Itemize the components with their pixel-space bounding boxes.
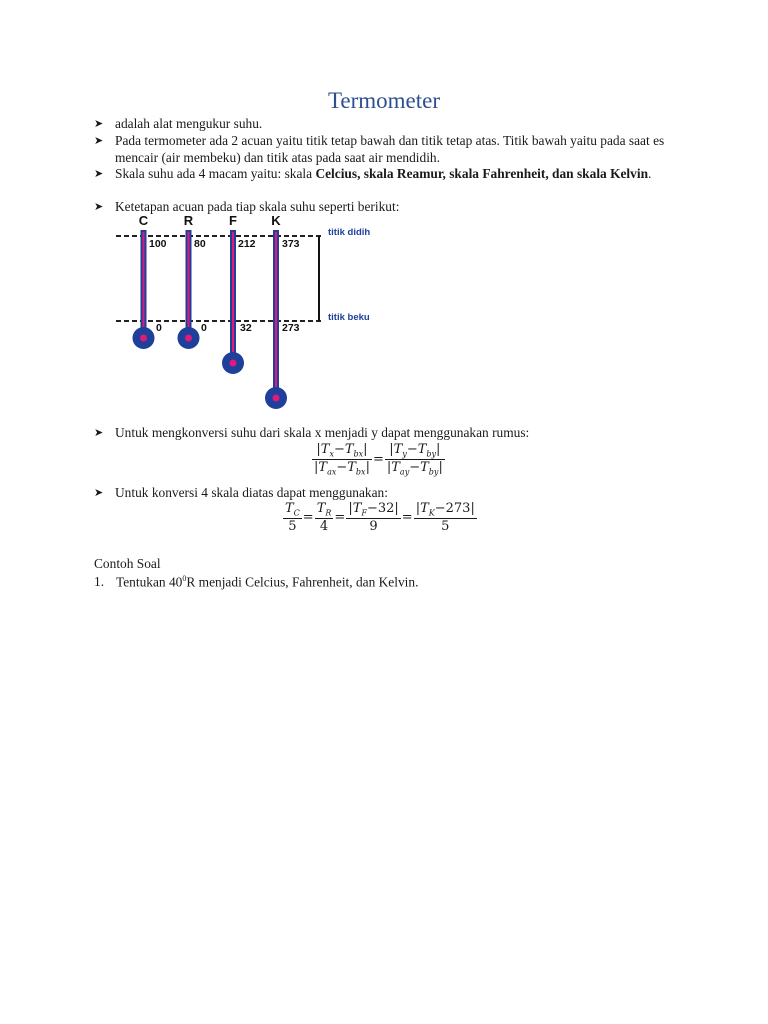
page-title: Termometer xyxy=(327,88,441,113)
arrow-bullet-icon: ➤ xyxy=(94,200,104,213)
bullet-item xyxy=(94,116,680,133)
bullet-item xyxy=(94,425,680,442)
scale-label-f: F xyxy=(229,213,237,228)
thermometer-kelvin xyxy=(265,230,287,409)
top-value-r: 80 xyxy=(194,238,206,250)
example-item-text: Tentukan 40 xyxy=(116,574,183,590)
top-value-k: 373 xyxy=(282,238,300,250)
bullet-text: Ketetapan acuan pada tiap skala suhu seperti berikut: xyxy=(115,199,400,214)
bullet-text-plain: . xyxy=(648,166,652,181)
top-value-f: 212 xyxy=(238,238,256,250)
bottom-value-k: 273 xyxy=(282,322,300,334)
bullet-text: Pada termometer ada 2 acuan yaitu titik tetap bawah dan titik tetap atas. Titik bawah yaitu pada saat es mencair (air membeku) dan titik atas pada saat air mendidih. xyxy=(115,133,665,165)
example-item-text-suffix: R menjadi Celcius, Fahrenheit, dan Kelvin. xyxy=(186,574,419,590)
bottom-value-f: 32 xyxy=(240,322,252,334)
fraction-fahrenheit: $\frac{|T_F-32|}{9}$ xyxy=(348,501,399,534)
example-heading: Contoh Soal xyxy=(94,556,161,571)
arrow-bullet-icon: ➤ xyxy=(94,117,104,130)
bullet-item xyxy=(94,485,680,502)
thermometer-fahrenheit xyxy=(222,230,244,374)
example-item xyxy=(94,574,418,590)
conversion-formula-general: $\frac{|T_x-T_{bx}|}{|T_{ax}-T_{bx}|}$ = $\frac{|T_y-T_{by}|}{|T_{ay}-T_{by}|}$ xyxy=(314,442,443,477)
bullet-text: Untuk konversi 4 skala diatas dapat menggunakan: xyxy=(115,485,388,500)
bottom-value-c: 0 xyxy=(156,322,162,334)
arrow-bullet-icon: ➤ xyxy=(94,134,104,147)
bullet-item xyxy=(94,166,680,183)
bottom-value-r: 0 xyxy=(201,322,207,334)
bullet-text: adalah alat mengukur suhu. xyxy=(115,116,263,131)
bullet-item xyxy=(94,133,680,167)
fraction-rhs: $\frac{|T_y-T_{by}|}{|T_{ay}-T_{by}|}$ xyxy=(386,442,443,477)
boiling-point-label: titik didih xyxy=(328,227,371,238)
top-value-c: 100 xyxy=(149,238,167,250)
fraction-kelvin: $\frac{|T_K-273|}{5}$ xyxy=(415,501,475,534)
thermometer-diagram xyxy=(112,210,392,412)
fraction-lhs: $\frac{|T_x-T_{bx}|}{|T_{ax}-T_{bx}|}$ xyxy=(314,442,370,477)
bullet-text: Untuk mengkonversi suhu dari skala x menjadi y dapat menggunakan rumus: xyxy=(115,425,530,440)
scale-label-r: R xyxy=(183,213,194,228)
degree-superscript: 0 xyxy=(182,574,187,583)
freezing-point-label: titik beku xyxy=(328,312,370,323)
fraction-reamur: $\frac{T_R}{4}$ xyxy=(316,501,332,534)
bullet-text-bold: Celcius, skala Reamur, skala Fahrenheit, dan skala Kelvin xyxy=(315,166,649,181)
arrow-bullet-icon: ➤ xyxy=(94,167,104,180)
scale-label-k: K xyxy=(271,213,281,228)
bullet-text-plain: Skala suhu ada 4 macam yaitu: skala xyxy=(115,166,316,181)
fraction-celsius: $\frac{T_C}{5}$ xyxy=(285,501,300,534)
scale-label-c: C xyxy=(138,213,149,228)
bullet-text xyxy=(115,166,680,183)
example-item-number: 1. xyxy=(94,574,105,590)
arrow-bullet-icon: ➤ xyxy=(94,426,104,439)
conversion-formula-four-scales: $\frac{T_C}{5}$ = $\frac{T_R}{4}$ = $\frac{|T_F-32|}{9}$ = $\frac{|T_K-273|}{5}$ xyxy=(285,501,475,534)
arrow-bullet-icon: ➤ xyxy=(94,486,104,499)
